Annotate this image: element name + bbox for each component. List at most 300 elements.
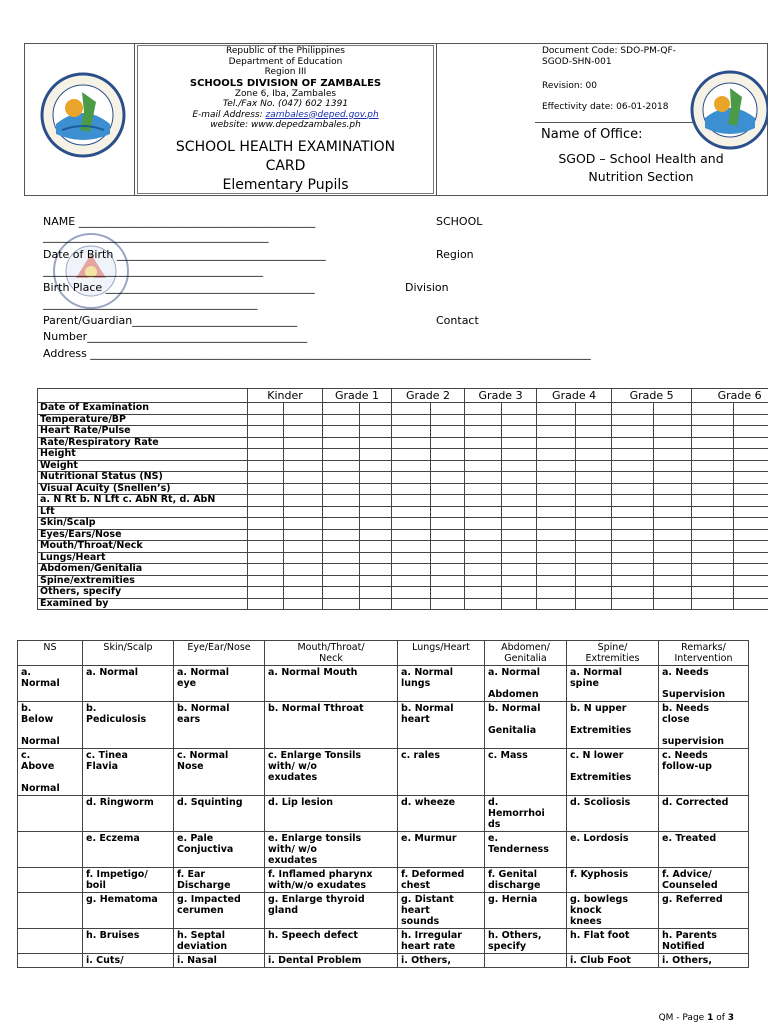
exam-entry-cell[interactable] xyxy=(284,460,323,472)
exam-entry-cell[interactable] xyxy=(431,529,465,541)
exam-entry-cell[interactable] xyxy=(360,506,392,518)
exam-entry-cell[interactable] xyxy=(576,472,612,484)
region-field-line[interactable]: ________________________________________ xyxy=(43,264,263,277)
exam-entry-cell[interactable] xyxy=(692,437,734,449)
exam-entry-cell[interactable] xyxy=(392,414,431,426)
exam-entry-cell[interactable] xyxy=(537,403,576,415)
exam-entry-cell[interactable] xyxy=(284,414,323,426)
exam-entry-cell[interactable] xyxy=(284,472,323,484)
exam-entry-cell[interactable] xyxy=(612,529,654,541)
exam-entry-cell[interactable] xyxy=(431,472,465,484)
exam-entry-cell[interactable] xyxy=(323,587,360,599)
exam-entry-cell[interactable] xyxy=(392,506,431,518)
exam-entry-cell[interactable] xyxy=(360,587,392,599)
exam-entry-cell[interactable] xyxy=(734,506,768,518)
exam-entry-cell[interactable] xyxy=(537,437,576,449)
exam-entry-cell[interactable] xyxy=(502,449,537,461)
exam-entry-cell[interactable] xyxy=(612,426,654,438)
exam-entry-cell[interactable] xyxy=(465,403,502,415)
exam-entry-cell[interactable] xyxy=(465,564,502,576)
exam-entry-cell[interactable] xyxy=(692,403,734,415)
exam-entry-cell[interactable] xyxy=(360,529,392,541)
exam-entry-cell[interactable] xyxy=(502,541,537,553)
exam-entry-cell[interactable] xyxy=(654,506,692,518)
exam-entry-cell[interactable] xyxy=(502,437,537,449)
exam-entry-cell[interactable] xyxy=(734,460,768,472)
exam-entry-cell[interactable] xyxy=(576,587,612,599)
exam-entry-cell[interactable] xyxy=(612,495,654,507)
exam-entry-cell[interactable] xyxy=(431,403,465,415)
exam-entry-cell[interactable] xyxy=(248,437,284,449)
exam-entry-cell[interactable] xyxy=(654,403,692,415)
exam-entry-cell[interactable] xyxy=(284,575,323,587)
exam-entry-cell[interactable] xyxy=(537,518,576,530)
exam-entry-cell[interactable] xyxy=(431,575,465,587)
exam-entry-cell[interactable] xyxy=(654,483,692,495)
footer-total: 3 xyxy=(727,1013,734,1023)
exam-entry-cell[interactable] xyxy=(612,575,654,587)
exam-entry-cell[interactable] xyxy=(692,506,734,518)
exam-entry-cell[interactable] xyxy=(502,575,537,587)
exam-entry-cell[interactable] xyxy=(323,414,360,426)
exam-entry-cell[interactable] xyxy=(612,437,654,449)
exam-entry-cell[interactable] xyxy=(692,575,734,587)
legend-cell: c. Tinea Flavia xyxy=(83,749,174,796)
exam-entry-cell[interactable] xyxy=(692,552,734,564)
exam-entry-cell[interactable] xyxy=(576,518,612,530)
exam-entry-cell[interactable] xyxy=(431,564,465,576)
address-field[interactable]: Address ___________________________________________________________________________________________ xyxy=(43,347,591,360)
exam-entry-cell[interactable] xyxy=(537,541,576,553)
exam-entry-cell[interactable] xyxy=(360,472,392,484)
legend-cell: f. Impetigo/ boil xyxy=(83,868,174,893)
parent-field[interactable]: Parent/Guardian______________________________ xyxy=(43,314,298,327)
exam-entry-cell[interactable] xyxy=(654,564,692,576)
exam-entry-cell[interactable] xyxy=(360,483,392,495)
exam-row-label: Nutritional Status (NS) xyxy=(38,472,248,484)
exam-entry-cell[interactable] xyxy=(537,529,576,541)
exam-entry-cell[interactable] xyxy=(284,483,323,495)
exam-entry-cell[interactable] xyxy=(537,506,576,518)
exam-entry-cell[interactable] xyxy=(502,598,537,610)
exam-entry-cell[interactable] xyxy=(734,449,768,461)
exam-entry-cell[interactable] xyxy=(734,541,768,553)
exam-entry-cell[interactable] xyxy=(431,552,465,564)
exam-entry-cell[interactable] xyxy=(248,564,284,576)
region-label: Region xyxy=(436,248,474,261)
exam-entry-cell[interactable] xyxy=(502,495,537,507)
exam-entry-cell[interactable] xyxy=(465,575,502,587)
exam-entry-cell[interactable] xyxy=(692,483,734,495)
division-field-line[interactable]: _______________________________________ xyxy=(43,297,258,310)
exam-entry-cell[interactable] xyxy=(576,483,612,495)
exam-entry-cell[interactable] xyxy=(612,506,654,518)
exam-entry-cell[interactable] xyxy=(734,552,768,564)
exam-entry-cell[interactable] xyxy=(654,587,692,599)
exam-entry-cell[interactable] xyxy=(502,403,537,415)
exam-row xyxy=(38,518,768,530)
exam-entry-cell[interactable] xyxy=(323,460,360,472)
exam-entry-cell[interactable] xyxy=(392,495,431,507)
exam-entry-cell[interactable] xyxy=(612,460,654,472)
exam-entry-cell[interactable] xyxy=(692,414,734,426)
exam-entry-cell[interactable] xyxy=(465,426,502,438)
exam-entry-cell[interactable] xyxy=(248,495,284,507)
legend-cell: g. Enlarge thyroid gland xyxy=(265,893,398,929)
exam-entry-cell[interactable] xyxy=(612,587,654,599)
exam-entry-cell[interactable] xyxy=(465,483,502,495)
exam-entry-cell[interactable] xyxy=(692,541,734,553)
exam-entry-cell[interactable] xyxy=(392,472,431,484)
exam-entry-cell[interactable] xyxy=(284,541,323,553)
exam-entry-cell[interactable] xyxy=(248,541,284,553)
exam-entry-cell[interactable] xyxy=(323,575,360,587)
exam-entry-cell[interactable] xyxy=(392,483,431,495)
exam-entry-cell[interactable] xyxy=(323,541,360,553)
legend-cell: g. bowlegs knock knees xyxy=(567,893,659,929)
exam-entry-cell[interactable] xyxy=(612,403,654,415)
exam-entry-cell[interactable] xyxy=(392,403,431,415)
exam-entry-cell[interactable] xyxy=(284,426,323,438)
page-footer xyxy=(659,1013,734,1023)
exam-entry-cell[interactable] xyxy=(502,564,537,576)
exam-entry-cell[interactable] xyxy=(248,506,284,518)
exam-entry-cell[interactable] xyxy=(465,598,502,610)
exam-entry-cell[interactable] xyxy=(502,552,537,564)
contact-number-field[interactable]: Number________________________________________ xyxy=(43,330,308,343)
exam-entry-cell[interactable] xyxy=(734,598,768,610)
exam-entry-cell[interactable] xyxy=(431,460,465,472)
exam-entry-cell[interactable] xyxy=(576,598,612,610)
exam-entry-cell[interactable] xyxy=(431,414,465,426)
exam-entry-cell[interactable] xyxy=(284,552,323,564)
exam-row xyxy=(38,426,768,438)
exam-entry-cell[interactable] xyxy=(323,598,360,610)
exam-entry-cell[interactable] xyxy=(392,552,431,564)
exam-entry-cell[interactable] xyxy=(392,460,431,472)
exam-entry-cell[interactable] xyxy=(323,449,360,461)
exam-row xyxy=(38,541,768,553)
exam-entry-cell[interactable] xyxy=(576,529,612,541)
legend-cell: d. Squinting xyxy=(174,796,265,832)
exam-entry-cell[interactable] xyxy=(248,518,284,530)
exam-entry-cell[interactable] xyxy=(248,598,284,610)
exam-entry-cell[interactable] xyxy=(248,483,284,495)
exam-entry-cell[interactable] xyxy=(734,414,768,426)
exam-entry-cell[interactable] xyxy=(360,426,392,438)
exam-entry-cell[interactable] xyxy=(465,552,502,564)
legend-cell: g. Impacted cerumen xyxy=(174,893,265,929)
exam-entry-cell[interactable] xyxy=(502,518,537,530)
exam-entry-cell[interactable] xyxy=(323,518,360,530)
exam-entry-cell[interactable] xyxy=(537,460,576,472)
office-label: Name of Office: xyxy=(541,127,643,142)
exam-entry-cell[interactable] xyxy=(654,541,692,553)
legend-header-cell: Eye/Ear/Nose xyxy=(174,641,265,666)
exam-entry-cell[interactable] xyxy=(576,552,612,564)
exam-entry-cell[interactable] xyxy=(502,506,537,518)
exam-entry-cell[interactable] xyxy=(692,460,734,472)
exam-entry-cell[interactable] xyxy=(360,564,392,576)
exam-entry-cell[interactable] xyxy=(692,426,734,438)
exam-entry-cell[interactable] xyxy=(284,449,323,461)
legend-cell: d. Scoliosis xyxy=(567,796,659,832)
exam-entry-cell[interactable] xyxy=(465,449,502,461)
exam-entry-cell[interactable] xyxy=(612,472,654,484)
exam-entry-cell[interactable] xyxy=(360,541,392,553)
legend-cell: d. wheeze xyxy=(398,796,485,832)
exam-entry-cell[interactable] xyxy=(537,575,576,587)
exam-entry-cell[interactable] xyxy=(360,449,392,461)
exam-entry-cell[interactable] xyxy=(431,541,465,553)
exam-entry-cell[interactable] xyxy=(692,598,734,610)
exam-entry-cell[interactable] xyxy=(612,564,654,576)
exam-entry-cell[interactable] xyxy=(360,460,392,472)
exam-row xyxy=(38,460,768,472)
exam-entry-cell[interactable] xyxy=(465,414,502,426)
exam-entry-cell[interactable] xyxy=(284,506,323,518)
exam-entry-cell[interactable] xyxy=(431,518,465,530)
exam-entry-cell[interactable] xyxy=(360,437,392,449)
exam-entry-cell[interactable] xyxy=(465,541,502,553)
exam-entry-cell[interactable] xyxy=(360,414,392,426)
exam-entry-cell[interactable] xyxy=(360,403,392,415)
dob-field[interactable]: Date of Birth ______________________________________ xyxy=(43,248,326,261)
exam-entry-cell[interactable] xyxy=(734,437,768,449)
exam-entry-cell[interactable] xyxy=(284,495,323,507)
exam-entry-cell[interactable] xyxy=(734,587,768,599)
exam-entry-cell[interactable] xyxy=(612,552,654,564)
exam-entry-cell[interactable] xyxy=(465,460,502,472)
exam-entry-cell[interactable] xyxy=(576,414,612,426)
exam-entry-cell[interactable] xyxy=(248,472,284,484)
exam-entry-cell[interactable] xyxy=(612,414,654,426)
exam-entry-cell[interactable] xyxy=(734,518,768,530)
exam-entry-cell[interactable] xyxy=(612,518,654,530)
exam-entry-cell[interactable] xyxy=(692,564,734,576)
exam-entry-cell[interactable] xyxy=(284,529,323,541)
exam-entry-cell[interactable] xyxy=(431,598,465,610)
exam-entry-cell[interactable] xyxy=(284,598,323,610)
exam-entry-cell[interactable] xyxy=(537,449,576,461)
exam-entry-cell[interactable] xyxy=(392,518,431,530)
exam-entry-cell[interactable] xyxy=(612,483,654,495)
exam-entry-cell[interactable] xyxy=(654,426,692,438)
exam-entry-cell[interactable] xyxy=(323,403,360,415)
exam-entry-cell[interactable] xyxy=(248,587,284,599)
exam-entry-cell[interactable] xyxy=(431,587,465,599)
exam-entry-cell[interactable] xyxy=(284,437,323,449)
legend-cell xyxy=(18,832,83,868)
exam-entry-cell[interactable] xyxy=(734,575,768,587)
exam-entry-cell[interactable] xyxy=(284,564,323,576)
exam-entry-cell[interactable] xyxy=(654,518,692,530)
exam-entry-cell[interactable] xyxy=(248,414,284,426)
exam-entry-cell[interactable] xyxy=(654,552,692,564)
exam-entry-cell[interactable] xyxy=(502,587,537,599)
exam-entry-cell[interactable] xyxy=(431,449,465,461)
exam-entry-cell[interactable] xyxy=(692,587,734,599)
exam-entry-cell[interactable] xyxy=(537,426,576,438)
exam-entry-cell[interactable] xyxy=(654,437,692,449)
exam-entry-cell[interactable] xyxy=(431,506,465,518)
exam-entry-cell[interactable] xyxy=(392,437,431,449)
legend-cell: b. Pediculosis xyxy=(83,702,174,749)
exam-entry-cell[interactable] xyxy=(323,552,360,564)
exam-entry-cell[interactable] xyxy=(392,564,431,576)
exam-entry-cell[interactable] xyxy=(576,449,612,461)
document-code: Document Code: SDO-PM-QF-SGOD-SHN-001 xyxy=(542,46,676,67)
deped-zambales-logo-right xyxy=(690,70,768,150)
exam-entry-cell[interactable] xyxy=(248,426,284,438)
exam-entry-cell[interactable] xyxy=(734,472,768,484)
exam-entry-cell[interactable] xyxy=(392,541,431,553)
school-field-line[interactable]: _________________________________________ xyxy=(43,230,269,243)
exam-entry-cell[interactable] xyxy=(323,564,360,576)
exam-entry-cell[interactable] xyxy=(323,506,360,518)
exam-entry-cell[interactable] xyxy=(248,552,284,564)
legend-cell: h. Others, specify xyxy=(485,929,567,954)
exam-entry-cell[interactable] xyxy=(360,552,392,564)
exam-entry-cell[interactable] xyxy=(692,518,734,530)
exam-entry-cell[interactable] xyxy=(537,495,576,507)
exam-entry-cell[interactable] xyxy=(323,426,360,438)
exam-entry-cell[interactable] xyxy=(360,495,392,507)
exam-entry-cell[interactable] xyxy=(537,472,576,484)
birthplace-field[interactable]: Birth Place ______________________________________ xyxy=(43,281,315,294)
exam-entry-cell[interactable] xyxy=(284,518,323,530)
legend-cell: i. Club Foot xyxy=(567,954,659,968)
exam-entry-cell[interactable] xyxy=(576,506,612,518)
exam-entry-cell[interactable] xyxy=(654,598,692,610)
exam-entry-cell[interactable] xyxy=(248,449,284,461)
exam-entry-cell[interactable] xyxy=(392,449,431,461)
exam-entry-cell[interactable] xyxy=(537,564,576,576)
exam-entry-cell[interactable] xyxy=(692,472,734,484)
exam-entry-cell[interactable] xyxy=(323,437,360,449)
exam-entry-cell[interactable] xyxy=(323,483,360,495)
exam-entry-cell[interactable] xyxy=(465,506,502,518)
exam-row xyxy=(38,403,768,415)
exam-row-label: Lungs/Heart xyxy=(38,552,248,564)
exam-entry-cell[interactable] xyxy=(465,495,502,507)
exam-entry-cell[interactable] xyxy=(360,598,392,610)
legend-cell: d. Lip lesion xyxy=(265,796,398,832)
exam-entry-cell[interactable] xyxy=(537,552,576,564)
exam-entry-cell[interactable] xyxy=(654,472,692,484)
exam-entry-cell[interactable] xyxy=(502,426,537,438)
exam-entry-cell[interactable] xyxy=(654,449,692,461)
exam-entry-cell[interactable] xyxy=(654,529,692,541)
exam-entry-cell[interactable] xyxy=(284,403,323,415)
exam-entry-cell[interactable] xyxy=(612,598,654,610)
exam-entry-cell[interactable] xyxy=(392,598,431,610)
legend-cell: d. Hemorrhoi ds xyxy=(485,796,567,832)
exam-entry-cell[interactable] xyxy=(465,472,502,484)
exam-entry-cell[interactable] xyxy=(734,483,768,495)
exam-entry-cell[interactable] xyxy=(360,518,392,530)
form-title-line-3: Elementary Pupils xyxy=(222,177,349,193)
exam-entry-cell[interactable] xyxy=(692,529,734,541)
exam-entry-cell[interactable] xyxy=(465,529,502,541)
exam-entry-cell[interactable] xyxy=(734,426,768,438)
exam-entry-cell[interactable] xyxy=(734,529,768,541)
exam-entry-cell[interactable] xyxy=(576,437,612,449)
exam-entry-cell[interactable] xyxy=(612,541,654,553)
exam-entry-cell[interactable] xyxy=(654,495,692,507)
exam-entry-cell[interactable] xyxy=(537,414,576,426)
exam-entry-cell[interactable] xyxy=(431,483,465,495)
exam-entry-cell[interactable] xyxy=(392,426,431,438)
exam-entry-cell[interactable] xyxy=(360,575,392,587)
exam-entry-cell[interactable] xyxy=(734,495,768,507)
exam-entry-cell[interactable] xyxy=(576,426,612,438)
exam-entry-cell[interactable] xyxy=(502,472,537,484)
exam-entry-cell[interactable] xyxy=(576,541,612,553)
exam-entry-cell[interactable] xyxy=(502,483,537,495)
exam-entry-cell[interactable] xyxy=(465,518,502,530)
grade-header: Grade 3 xyxy=(465,389,537,403)
exam-entry-cell[interactable] xyxy=(537,587,576,599)
exam-entry-cell[interactable] xyxy=(465,437,502,449)
exam-entry-cell[interactable] xyxy=(323,472,360,484)
exam-entry-cell[interactable] xyxy=(431,437,465,449)
exam-entry-cell[interactable] xyxy=(248,575,284,587)
exam-entry-cell[interactable] xyxy=(502,414,537,426)
exam-entry-cell[interactable] xyxy=(537,483,576,495)
legend-cell: h. Irregular heart rate xyxy=(398,929,485,954)
exam-entry-cell[interactable] xyxy=(323,529,360,541)
exam-entry-cell[interactable] xyxy=(576,495,612,507)
exam-entry-cell[interactable] xyxy=(734,564,768,576)
legend-cell: e. Enlarge tonsils with/ w/o exudates xyxy=(265,832,398,868)
exam-entry-cell[interactable] xyxy=(392,575,431,587)
exam-entry-cell[interactable] xyxy=(576,575,612,587)
legend-cell: a. Normal spine xyxy=(567,666,659,702)
exam-entry-cell[interactable] xyxy=(576,564,612,576)
effectivity-date: Effectivity date: 06-01-2018 xyxy=(542,102,669,112)
exam-entry-cell[interactable] xyxy=(576,403,612,415)
email-link[interactable]: zambales@deped.gov.ph xyxy=(265,109,379,120)
exam-entry-cell[interactable] xyxy=(392,529,431,541)
exam-entry-cell[interactable] xyxy=(323,495,360,507)
exam-entry-cell[interactable] xyxy=(654,575,692,587)
exam-entry-cell[interactable] xyxy=(465,587,502,599)
exam-entry-cell[interactable] xyxy=(248,403,284,415)
exam-entry-cell[interactable] xyxy=(654,414,692,426)
exam-entry-cell[interactable] xyxy=(734,403,768,415)
legend-cell: a. Normal lungs xyxy=(398,666,485,702)
exam-row-label: Visual Acuity (Snellen’s) xyxy=(38,483,248,495)
exam-entry-cell[interactable] xyxy=(431,426,465,438)
exam-entry-cell[interactable] xyxy=(392,587,431,599)
exam-entry-cell[interactable] xyxy=(537,598,576,610)
exam-entry-cell[interactable] xyxy=(576,460,612,472)
exam-entry-cell[interactable] xyxy=(502,529,537,541)
exam-entry-cell[interactable] xyxy=(431,495,465,507)
exam-entry-cell[interactable] xyxy=(612,449,654,461)
exam-entry-cell[interactable] xyxy=(248,529,284,541)
legend-cell xyxy=(18,893,83,929)
exam-entry-cell[interactable] xyxy=(248,460,284,472)
exam-entry-cell[interactable] xyxy=(692,495,734,507)
name-field[interactable]: NAME ___________________________________________ xyxy=(43,215,316,228)
exam-entry-cell[interactable] xyxy=(654,460,692,472)
legend-row xyxy=(18,954,749,968)
exam-entry-cell[interactable] xyxy=(284,587,323,599)
exam-entry-cell[interactable] xyxy=(692,449,734,461)
exam-entry-cell[interactable] xyxy=(502,460,537,472)
